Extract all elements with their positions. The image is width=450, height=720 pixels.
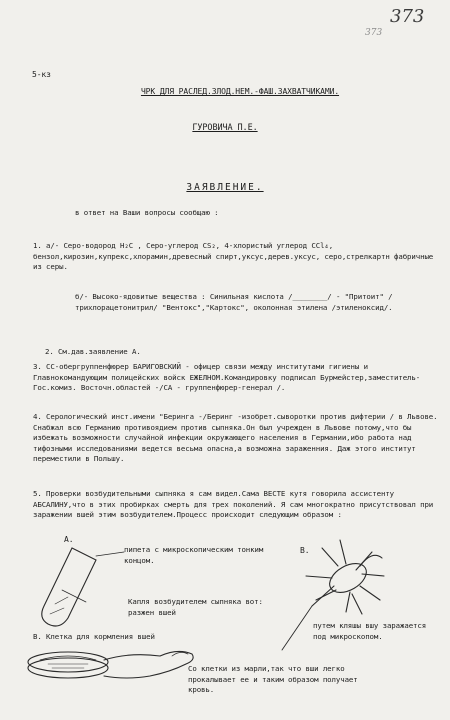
page-number: 373 (390, 6, 425, 27)
arm-icon (104, 651, 193, 678)
diagram-label-a: А. (64, 535, 74, 544)
document-number: 5-кз (32, 70, 51, 79)
document-header: ЧРК ДЛЯ РАСЛЕД.ЗЛОД.НЕМ.-ФАШ.ЗАХВАТЧИКАМИ. (140, 87, 340, 96)
item-3: 3. СС-обергруппенфюрер БАРИГОВСКИЙ - офицер связи между институтами гигиены и Главнокомандующим полицейских войск ЕЖЕЛНОМ.Командировку подписал Бурмейстер,заместитель-Гос.комиз. Восточн.областей -/СА - группенфюрер-генерал /. (33, 362, 421, 393)
item-5: 5. Проверки возбудительными сыпняка я сам видел.Сама ВЕСТЕ кутя говорила ассистенту АБСАЛИНУ,что в этих пробирках смерть для трех поколений. Я сам многократно присутствовал при заражении вшей этим возбудителем.Процесс происходит следующим образом : (33, 489, 438, 520)
louse-icon (306, 540, 384, 614)
cage-caption: В. Клетка для кормления вшей (33, 632, 155, 641)
diagram-label-b: В. (300, 546, 310, 555)
louse-caption: путем кляшы вшу заражается под микроскопом. (313, 621, 431, 641)
intro-line: в ответ на Ваши вопросы сообщаю : (75, 208, 219, 217)
item-1a: 1. а/- Серо-водород H₂C , Серо-углерод CS₂, 4-хлористый углерод CCl₄, бензол,кирозин,купрекс,хлорамин,древесный спирт,уксус,дерев.уксус, серо,стрелкартн фабричные из серы. (33, 241, 438, 272)
needle-icon (282, 606, 312, 650)
item-4: 4. Серологический инст.имени "Беринга -/Беринг -изобрет.сыворотки против дифтерии / в Львове. Снабжал всю Германию противоядием против сыпняка.Он был учрежден в Львове потому,что бы избежать возможности случайной инфекции окружающего населения в Германии,ибо работа над тифозными исследованиями ведется весьма опасна,а возможна зараженния. Даж этого институт переместили в Польшу. (33, 412, 442, 464)
item-1b: б/- Высоко-ядовитые вещества : Синильная кислота /________/ - "Притоит" /трихлорацетонитрил/ "Вентокс","Картокс", околонная этилена /этиленоксид/. (75, 292, 393, 312)
vial-caption: Капля возбудителем сыпняка вот: разжен вшей (128, 597, 268, 617)
test-tube-icon (42, 548, 96, 626)
pipette-caption: пипета с микроскопическим тонким концом. (124, 545, 268, 565)
page-number-faint: 373 (365, 28, 383, 38)
item-2: 2. См.дав.заявление А. (45, 347, 141, 356)
hand-caption: Со клетки из марли,так что вши легко прокалывает ее и таким образом получает кровь. (188, 664, 362, 695)
cage-dish-icon (28, 652, 108, 678)
author-name: ГУРОВИЧА П.Е. (192, 123, 258, 133)
document-title: ЗАЯВЛЕНИЕ. (186, 182, 264, 193)
